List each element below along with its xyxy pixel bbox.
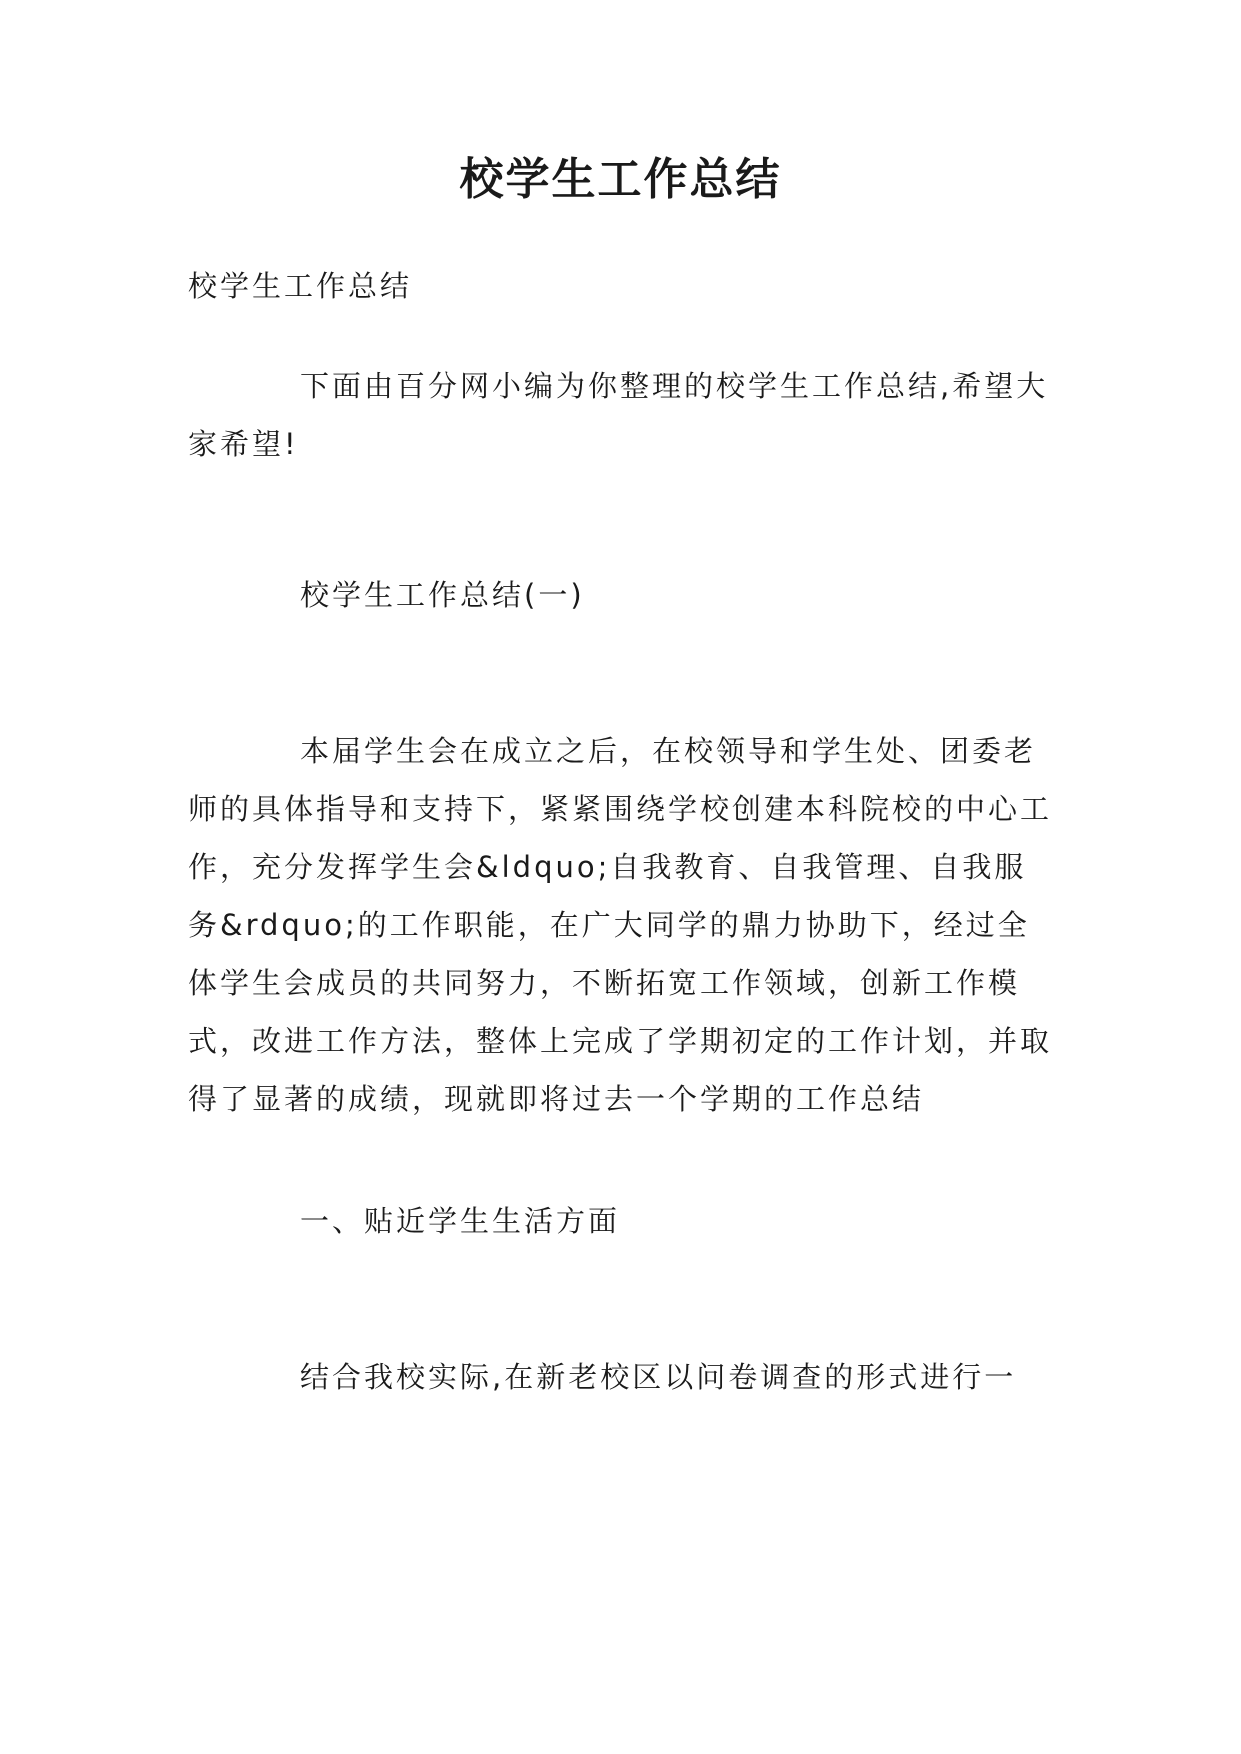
body-paragraph: 本届学生会在成立之后，在校领导和学生处、团委老师的具体指导和支持下，紧紧围绕学校创建本科院校的中心工作，充分发挥学生会&ldquo;自我教育、自我管理、自我服务&rdquo;的工作职能，在广大同学的鼎力协助下，经过全体学生会成员的共同努力，不断拓宽工作领域，创新工作模式，改进工作方法，整体上完成了学期初定的工作计划，并取得了显著的成绩，现就即将过去一个学期的工作总结 [188,734,1053,1116]
subheading-living: 一、贴近学生生活方面 [300,1204,621,1238]
section-heading: 校学生工作总结(一) [300,578,585,612]
intro-paragraph: 下面由百分网小编为你整理的校学生工作总结,希望大家希望! [188,369,1049,461]
document-subtitle: 校学生工作总结 [188,269,413,303]
document-title: 校学生工作总结 [459,154,782,205]
last-paragraph: 结合我校实际,在新老校区以问卷调查的形式进行一 [300,1360,1017,1394]
